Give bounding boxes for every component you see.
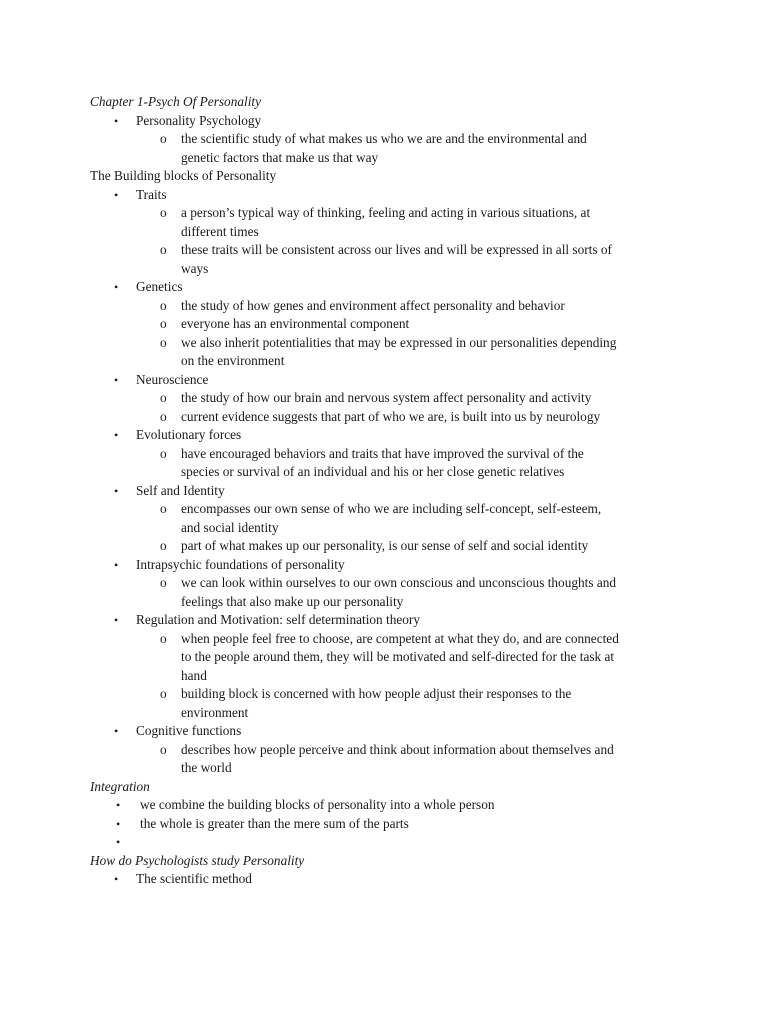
list-item — [90, 833, 690, 852]
list-item-label: Self and Identity — [136, 482, 225, 498]
sub-item-continuation: feelings that also make up our personality — [181, 593, 404, 609]
document-body — [90, 93, 690, 889]
sub-item-text: we also inherit potentialities that may be expressed in our personalities depending — [181, 334, 617, 350]
list-item — [90, 482, 690, 501]
sub-item-text: the scientific study of what makes us who we are and the environmental and — [181, 131, 587, 146]
sub-bullet-icon: o — [160, 741, 167, 757]
sub-item-text: the study of how genes and environment affect personality and behavior — [181, 297, 565, 313]
sub-bullet-icon: o — [160, 131, 167, 146]
sub-item-text: current evidence suggests that part of who we are, is built into us by neurology — [181, 408, 601, 424]
sub-list-item — [90, 500, 690, 519]
list-item-label: Evolutionary forces — [136, 427, 242, 442]
sub-item-continuation: environment — [181, 704, 249, 720]
sub-item-text: the study of how our brain and nervous system affect personality and activity — [181, 390, 592, 405]
chapter-title: Chapter 1-Psych Of Personality — [90, 94, 261, 109]
bullet-icon: • — [116, 816, 121, 831]
list-item — [90, 722, 690, 741]
sub-list-item — [90, 130, 690, 149]
sub-item-text: encompasses our own sense of who we are including self-concept, self-esteem, — [181, 501, 602, 516]
list-item-label: Neuroscience — [136, 371, 209, 387]
sub-item-continuation: and social identity — [181, 519, 279, 535]
section-heading: Integration — [90, 778, 150, 794]
list-item — [90, 371, 690, 390]
sub-item-text: part of what makes up our personality, is our sense of self and social identity — [181, 538, 589, 553]
sub-item-continuation: on the environment — [181, 353, 285, 368]
sub-item-text: building block is concerned with how people adjust their responses to the — [181, 686, 572, 701]
list-item — [90, 112, 690, 131]
bullet-icon: • — [114, 483, 119, 498]
sub-list-item — [90, 408, 690, 427]
sub-list-item — [90, 297, 690, 316]
sub-bullet-icon: o — [160, 408, 167, 424]
sub-list-item — [90, 204, 690, 223]
sub-item-text: everyone has an environmental component — [181, 316, 410, 331]
sub-item-continuation: the world — [181, 760, 232, 775]
sub-bullet-icon: o — [160, 297, 167, 313]
list-item — [90, 796, 690, 815]
sub-item-continuation: to the people around them, they will be motivated and self-directed for the task at — [181, 649, 615, 664]
list-item — [90, 611, 690, 630]
list-item-label: The scientific method — [136, 871, 252, 886]
list-item-label: Traits — [136, 186, 167, 202]
list-item — [90, 815, 690, 834]
bullet-icon: • — [114, 187, 119, 202]
list-item — [90, 426, 690, 445]
sub-list-item — [90, 315, 690, 334]
sub-item-text: a person’s typical way of thinking, feeling and acting in various situations, at — [181, 205, 591, 220]
list-item-label: Genetics — [136, 279, 183, 294]
sub-list-item — [90, 574, 690, 593]
sub-bullet-icon: o — [160, 686, 167, 701]
sub-list-item — [90, 241, 690, 260]
sub-item-continuation: hand — [181, 667, 207, 683]
list-item-label: Intrapsychic foundations of personality — [136, 556, 345, 572]
sub-item-text: when people feel free to choose, are competent at what they do, and are connected — [181, 630, 619, 646]
list-item — [90, 278, 690, 297]
sub-item-continuation: ways — [181, 260, 209, 276]
bullet-icon: • — [114, 372, 119, 387]
bullet-icon: • — [114, 724, 119, 738]
list-item-label: Personality Psychology — [136, 112, 262, 128]
sub-item-text: describes how people perceive and think about information about themselves and — [181, 741, 614, 757]
sub-list-item — [90, 389, 690, 408]
sub-bullet-icon: o — [160, 390, 167, 405]
sub-bullet-icon: o — [160, 242, 167, 257]
section-heading: How do Psychologists study Personality — [90, 852, 305, 868]
list-item-label: the whole is greater than the mere sum of the parts — [140, 815, 409, 831]
sub-bullet-icon: o — [160, 575, 167, 590]
sub-list-item — [90, 445, 690, 464]
sub-item-continuation: different times — [181, 223, 259, 239]
list-item — [90, 556, 690, 575]
list-item — [90, 186, 690, 205]
bullet-icon: • — [114, 557, 119, 572]
sub-item-text: these traits will be consistent across our lives and will be expressed in all sorts of — [181, 242, 612, 257]
bullet-icon: • — [114, 113, 119, 128]
sub-list-item — [90, 334, 690, 353]
sub-bullet-icon: o — [160, 316, 167, 331]
bullet-icon: • — [114, 872, 119, 886]
list-item-label: we combine the building blocks of personality into a whole person — [140, 797, 495, 812]
sub-bullet-icon: o — [160, 630, 167, 646]
bullet-icon: • — [114, 613, 119, 627]
sub-item-continuation: genetic factors that make us that way — [181, 149, 379, 165]
list-item-label: Cognitive functions — [136, 723, 242, 738]
sub-item-text: have encouraged behaviors and traits that have improved the survival of the — [181, 445, 584, 461]
sub-bullet-icon: o — [160, 538, 167, 553]
sub-bullet-icon: o — [160, 445, 167, 461]
bullet-icon: • — [116, 835, 121, 849]
sub-list-item — [90, 537, 690, 556]
list-item — [90, 870, 690, 889]
list-item-label: Regulation and Motivation: self determination theory — [136, 612, 420, 627]
section-heading: The Building blocks of Personality — [90, 168, 277, 183]
sub-list-item — [90, 741, 690, 760]
sub-list-item — [90, 630, 690, 649]
sub-bullet-icon: o — [160, 501, 167, 516]
bullet-icon: • — [114, 280, 119, 294]
sub-bullet-icon: o — [160, 334, 167, 350]
bullet-icon: • — [116, 798, 121, 812]
bullet-icon: • — [114, 428, 119, 442]
sub-bullet-icon: o — [160, 205, 167, 220]
sub-item-continuation: species or survival of an individual and his or her close genetic relatives — [181, 464, 565, 479]
sub-item-text: we can look within ourselves to our own conscious and unconscious thoughts and — [181, 575, 617, 590]
sub-list-item — [90, 685, 690, 704]
